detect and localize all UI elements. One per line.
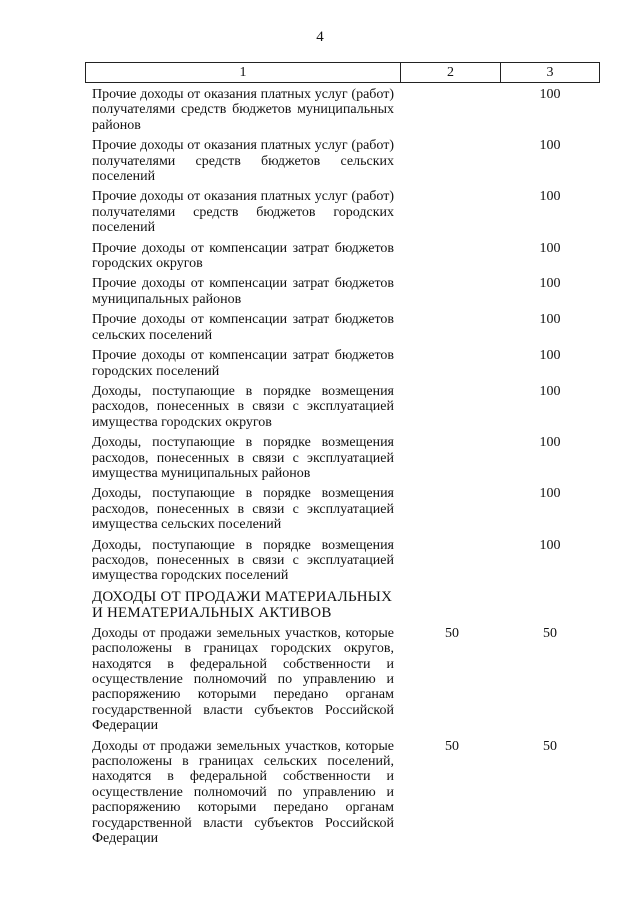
table-row	[92, 348, 600, 379]
table-row	[92, 276, 600, 307]
row-description: Доходы от продажи земельных участков, которые расположены в границах сельских поселений, находятся в федеральной собственности и осуществление полномочий по управлению и распоряжению которыми передано органам государственной власти субъектов Российской Федерации	[92, 738, 394, 847]
row-value-col3: 100	[539, 537, 561, 553]
row-value-col3: 100	[539, 189, 561, 205]
table-row	[92, 312, 600, 343]
table-row	[92, 384, 600, 430]
row-value-col3: 100	[539, 312, 561, 328]
table-row	[92, 626, 600, 734]
row-value-col3: 100	[539, 240, 561, 256]
page-number: 4	[316, 29, 324, 45]
row-value-col2: 50	[445, 625, 459, 641]
row-description: Прочие доходы от компенсации затрат бюджетов муниципальных районов	[92, 276, 394, 307]
column-header-3: 3	[546, 64, 554, 80]
row-value-col3: 50	[543, 625, 557, 641]
column-header-2: 2	[401, 63, 501, 82]
table-row	[92, 486, 600, 532]
section-heading-row	[92, 589, 600, 621]
row-description: Доходы от продажи земельных участков, которые расположены в границах городских округов, находятся в федеральной собственности и осуществление полномочий по управлению и распоряжению которыми передано органам государственной власти субъектов Российской Федерации	[92, 625, 394, 734]
row-description: Доходы, поступающие в порядке возмещения расходов, понесенных в связи с эксплуатацией имущества сельских поселений	[92, 486, 394, 533]
row-description: Доходы, поступающие в порядке возмещения расходов, понесенных в связи с эксплуатацией имущества городских поселений	[92, 537, 394, 584]
row-description: Прочие доходы от оказания платных услуг (работ) получателями средств бюджетов муниципальных районов	[92, 87, 394, 133]
row-value-col3: 100	[539, 138, 561, 154]
row-description: Прочие доходы от компенсации затрат бюджетов городских поселений	[92, 348, 394, 379]
row-value-col3: 100	[539, 348, 561, 364]
row-value-col3: 100	[539, 486, 561, 502]
row-value-col3: 50	[543, 738, 557, 754]
table-row	[92, 241, 600, 272]
row-description: Прочие доходы от компенсации затрат бюджетов сельских поселений	[92, 312, 394, 343]
row-description: Доходы, поступающие в порядке возмещения расходов, понесенных в связи с эксплуатацией имущества городских округов	[92, 383, 394, 430]
section-heading: ДОХОДЫ ОТ ПРОДАЖИ МАТЕРИАЛЬНЫХ И НЕМАТЕРИАЛЬНЫХ АКТИВОВ	[92, 588, 393, 621]
row-value-col3: 100	[539, 435, 561, 451]
table-row	[92, 435, 600, 481]
table-row	[92, 87, 600, 133]
row-value-col3: 100	[539, 383, 561, 399]
table-row	[92, 538, 600, 584]
table-body	[92, 87, 600, 851]
row-value-col2: 50	[445, 738, 459, 754]
row-description: Прочие доходы от оказания платных услуг (работ) получателями средств бюджетов городских поселений	[92, 189, 394, 236]
table-header	[85, 62, 600, 83]
row-value-col3: 100	[539, 276, 561, 292]
table-row	[92, 739, 600, 847]
row-description: Прочие доходы от компенсации затрат бюджетов городских округов	[92, 240, 394, 272]
row-description: Доходы, поступающие в порядке возмещения расходов, понесенных в связи с эксплуатацией имущества муниципальных районов	[92, 435, 394, 481]
table-row	[92, 138, 600, 184]
table-row	[92, 189, 600, 235]
row-value-col3: 100	[539, 87, 561, 102]
column-header-1: 1	[86, 63, 401, 82]
row-description: Прочие доходы от оказания платных услуг (работ) получателями средств бюджетов сельских поселений	[92, 138, 394, 185]
